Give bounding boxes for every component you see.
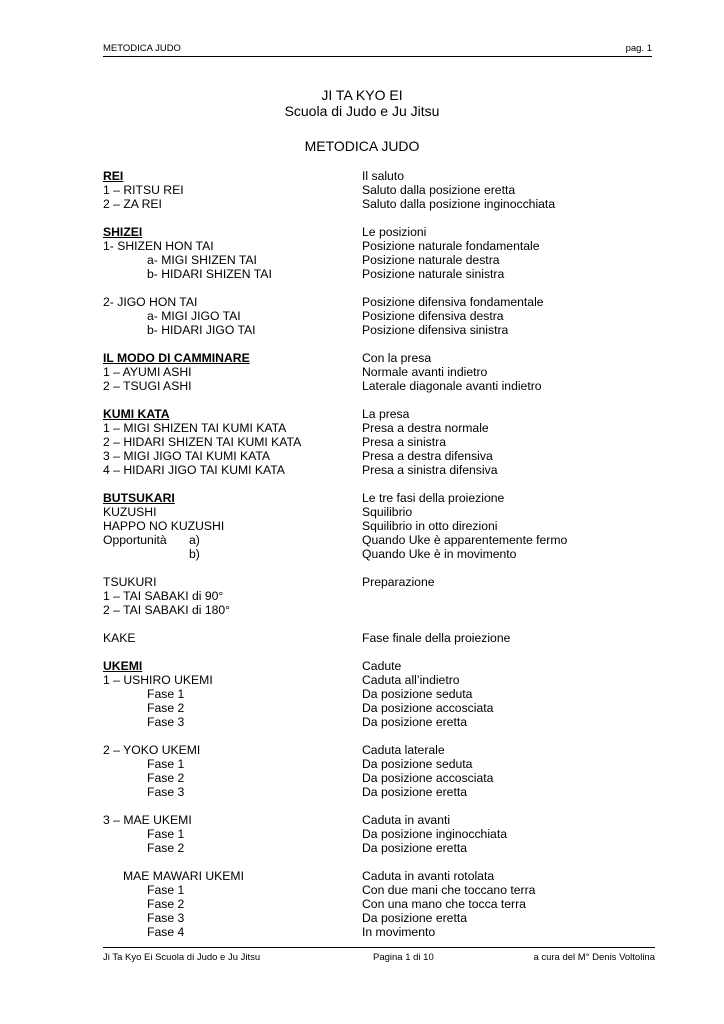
list-item: Fase 2 Da posizione accosciata	[147, 701, 494, 715]
page-number: pag. 1	[625, 43, 652, 54]
list-item: 3 – MAE UKEMI Caduta in avanti	[103, 813, 451, 827]
list-item: 1 – TAI SABAKI di 90°	[103, 589, 224, 603]
section-heading-rei: REI Il saluto	[103, 169, 405, 183]
list-item: 1 – AYUMI ASHI Normale avanti indietro	[103, 365, 488, 379]
section-heading-tsukuri: TSUKURI Preparazione	[103, 575, 435, 589]
list-item: Fase 1 Con due mani che toccano terra	[147, 883, 536, 897]
section-heading-kake: KAKE Fase finale della proiezione	[103, 631, 511, 645]
list-item: 3 – MIGI JIGO TAI KUMI KATA Presa a destra difensiva	[103, 449, 493, 463]
list-item: 1 – RITSU REI Saluto dalla posizione eretta	[103, 183, 516, 197]
footer-author: a cura del M° Denis Voltolina	[533, 952, 655, 963]
section-heading-butsukari: BUTSUKARI Le tre fasi della proiezione	[103, 491, 505, 505]
list-item: Fase 1 Da posizione seduta	[147, 687, 473, 701]
list-item: 1 – MIGI SHIZEN TAI KUMI KATA Presa a destra normale	[103, 421, 489, 435]
title-line-1: JI TA KYO EI	[321, 87, 403, 103]
list-item: b- HIDARI JIGO TAI Posizione difensiva sinistra	[147, 323, 509, 337]
list-item: Fase 3 Da posizione eretta	[147, 911, 468, 925]
list-item: MAE MAWARI UKEMI Caduta in avanti rotolata	[123, 869, 495, 883]
list-item: HAPPO NO KUZUSHI Squilibrio in otto direzioni	[103, 519, 498, 533]
page-header	[103, 42, 652, 57]
list-item: a- MIGI JIGO TAI Posizione difensiva destra	[147, 309, 504, 323]
list-item: 2 – HIDARI SHIZEN TAI KUMI KATA Presa a sinistra	[103, 435, 446, 449]
list-item: Fase 4 In movimento	[147, 925, 436, 939]
title-line-2: Scuola di Judo e Ju Jitsu	[284, 103, 440, 119]
page-footer	[103, 947, 655, 962]
list-item: Fase 1 Da posizione inginocchiata	[147, 827, 507, 841]
list-item: Fase 1 Da posizione seduta	[147, 757, 473, 771]
list-item: b- HIDARI SHIZEN TAI Posizione naturale sinistra	[147, 267, 505, 281]
list-item: KUZUSHI Squilibrio	[103, 505, 413, 519]
list-item: 2 – TSUGI ASHI Laterale diagonale avanti indietro	[103, 379, 542, 393]
list-item: a- MIGI SHIZEN TAI Posizione naturale destra	[147, 253, 500, 267]
footer-left: Ji Ta Kyo Ei Scuola di Judo e Ju Jitsu	[103, 952, 261, 963]
section-heading-camminare: IL MODO DI CAMMINARE Con la presa	[103, 351, 432, 365]
list-item: 1- SHIZEN HON TAI Posizione naturale fondamentale	[103, 239, 540, 253]
list-item: 2- JIGO HON TAI Posizione difensiva fondamentale	[103, 295, 544, 309]
list-item: 2 – ZA REI Saluto dalla posizione inginocchiata	[103, 197, 556, 211]
document-title: METODICA JUDO	[304, 138, 420, 154]
list-item: Fase 2 Da posizione accosciata	[147, 771, 494, 785]
list-item: Fase 3 Da posizione eretta	[147, 715, 468, 729]
list-item: b) Quando Uke è in movimento	[189, 547, 517, 561]
section-heading-shizei: SHIZEI Le posizioni	[103, 225, 427, 239]
header-left: METODICA JUDO	[103, 43, 181, 54]
list-item: 2 – YOKO UKEMI Caduta laterale	[103, 743, 445, 757]
list-item: Fase 2 Con una mano che tocca terra	[147, 897, 526, 911]
section-heading-kumikata: KUMI KATA La presa	[103, 407, 410, 421]
section-heading-ukemi: UKEMI Cadute	[103, 659, 402, 673]
document-body	[103, 169, 663, 939]
footer-pagination: Pagina 1 di 10	[373, 952, 434, 963]
list-item: Fase 3 Da posizione eretta	[147, 785, 468, 799]
list-item: Opportunità a) Quando Uke è apparentemente fermo	[103, 533, 568, 547]
list-item: Fase 2 Da posizione eretta	[147, 841, 468, 855]
list-item: 4 – HIDARI JIGO TAI KUMI KATA Presa a sinistra difensiva	[103, 463, 498, 477]
list-item: 2 – TAI SABAKI di 180°	[103, 603, 231, 617]
list-item: 1 – USHIRO UKEMI Caduta all’indietro	[103, 673, 460, 687]
